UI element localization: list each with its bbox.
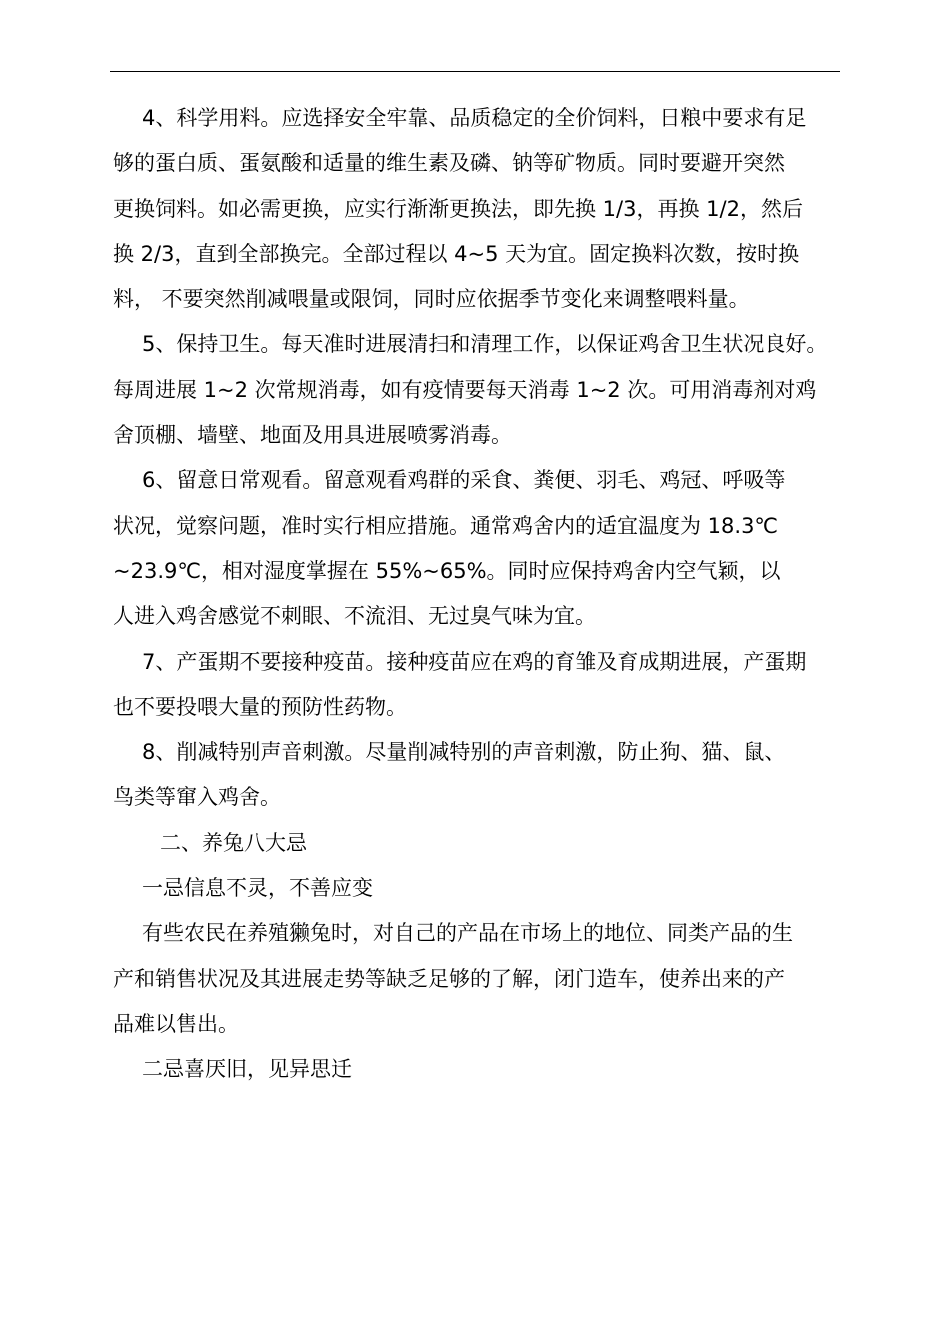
text-line: 品难以售出。 (113, 1011, 239, 1036)
text-line: 换 2/3，直到全部换完。全部过程以 4~5 天为宜。固定换料次数，按时换 (113, 241, 800, 266)
paragraph (113, 640, 853, 731)
text-line: ~23.9℃，相对湿度掌握在 55%~65%。同时应保持鸡舍内空气颖，以 (113, 558, 781, 583)
paragraph (113, 1047, 853, 1092)
text-line: 状况，觉察问题，准时实行相应措施。通常鸡舍内的适宜温度为 18.3℃ (113, 513, 779, 538)
text-line: 也不要投喂大量的预防性药物。 (113, 694, 407, 719)
header-rule (110, 71, 840, 72)
text-line: 每周进展 1~2 次常规消毒，如有疫情要每天消毒 1~2 次。可用消毒剂对鸡 (113, 377, 817, 402)
text-line: 8、削减特别声音刺激。尽量削减特别的声音刺激，防止狗、猫、鼠、 (142, 740, 786, 765)
paragraph (113, 730, 853, 821)
text-line: 5、保持卫生。每天准时进展清扫和清理工作，以保证鸡舍卫生状况良好。 (142, 332, 828, 357)
paragraph (113, 911, 853, 1047)
text-line: 二忌喜厌旧，见异思迁 (142, 1057, 352, 1082)
paragraph (113, 866, 853, 911)
text-line: 人进入鸡舍感觉不刺眼、不流泪、无过臭气味为宜。 (113, 604, 596, 629)
text-line: 有些农民在养殖獭兔时，对自己的产品在市场上的地位、同类产品的生 (142, 921, 793, 946)
paragraph (113, 96, 853, 322)
text-line: 6、留意日常观看。留意观看鸡群的采食、粪便、羽毛、鸡冠、呼吸等 (142, 468, 786, 493)
document-body (113, 96, 853, 1093)
text-line: 一忌信息不灵，不善应变 (142, 876, 373, 901)
text-line: 产和销售状况及其进展走势等缺乏足够的了解，闭门造车，使养出来的产 (113, 966, 785, 991)
text-line: 料， 不要突然削减喂量或限饲，同时应依据季节变化来调整喂料量。 (113, 287, 750, 312)
text-line: 更换饲料。如必需更换，应实行渐渐更换法，即先换 1/3，再换 1/2，然后 (113, 196, 803, 221)
text-line: 4、科学用料。应选择安全牢靠、品质稳定的全价饲料，日粮中要求有足 (142, 106, 807, 130)
text-line: 7、产蛋期不要接种疫苗。接种疫苗应在鸡的育雏及育成期进展，产蛋期 (142, 649, 807, 674)
section-heading (113, 821, 853, 866)
text-line: 够的蛋白质、蛋氨酸和适量的维生素及磷、钠等矿物质。同时要避开突然 (113, 151, 785, 176)
paragraph (113, 458, 853, 639)
text-line: 二、养兔八大忌 (160, 830, 307, 855)
paragraph (113, 322, 853, 458)
text-line: 鸟类等窜入鸡舍。 (113, 785, 281, 810)
text-line: 舍顶棚、墙壁、地面及用具进展喷雾消毒。 (113, 423, 512, 448)
